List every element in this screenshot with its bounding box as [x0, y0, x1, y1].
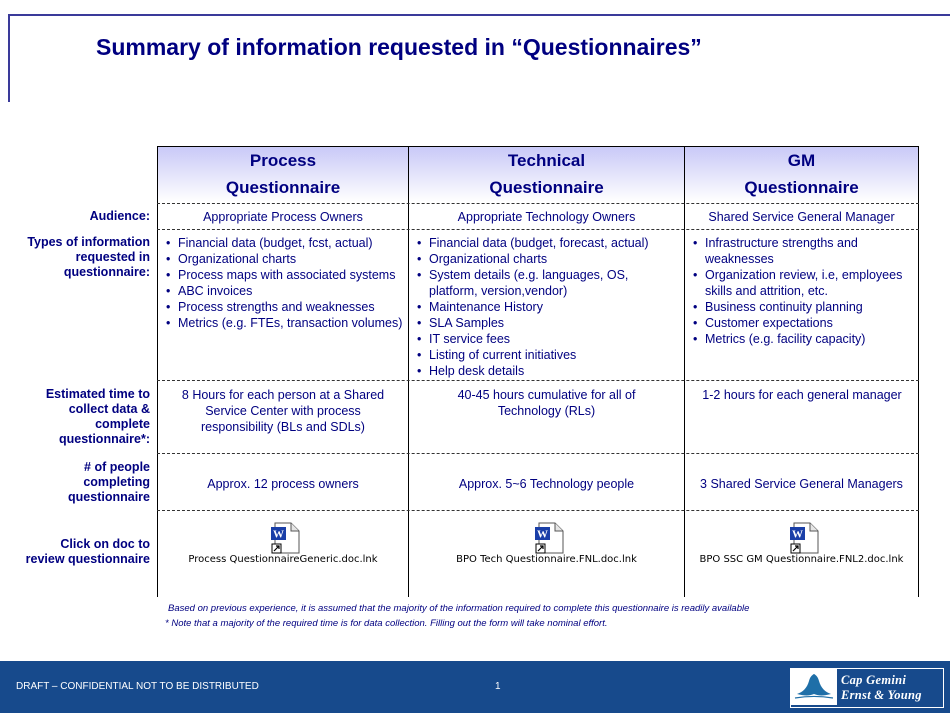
page-title: Summary of information requested in “Questionnaires”: [96, 34, 702, 60]
row-label-time: Estimated time to collect data & complete questionnaire*:: [45, 387, 150, 446]
svg-text:W: W: [791, 528, 803, 541]
bullet-item: • ABC invoices: [166, 283, 404, 299]
logo-text-line1: Cap Gemini: [841, 673, 907, 687]
audience-gm: Shared Service General Manager: [708, 210, 895, 224]
table-top-border: [157, 146, 919, 147]
people-gm: 3 Shared Service General Managers: [700, 477, 903, 491]
time-technical: 40-45 hours cumulative for all of Technology (RLs): [457, 388, 636, 418]
row-label-types: Types of information requested in questionnaire:: [27, 235, 150, 279]
bullet-item: • SLA Samples: [417, 315, 679, 331]
svg-text:W: W: [536, 528, 548, 541]
types-process: [166, 235, 404, 331]
word-doc-icon[interactable]: [533, 522, 561, 552]
column-header-line: Technical: [507, 151, 586, 170]
audience-process: Appropriate Process Owners: [203, 210, 363, 224]
word-doc-icon[interactable]: [269, 522, 297, 552]
bullet-item: • Maintenance History: [417, 299, 679, 315]
frame-left-border: [8, 14, 10, 102]
frame-top-border: [8, 14, 950, 16]
bullet-item: • Financial data (budget, fcst, actual): [166, 235, 404, 251]
people-process: Approx. 12 process owners: [207, 477, 359, 491]
logo-text-line2: Ernst & Young: [841, 688, 922, 702]
column-header-line: GM: [787, 151, 816, 170]
row-label-people: # of people completing questionnaire: [68, 460, 150, 504]
footer-confidential: DRAFT – CONFIDENTIAL NOT TO BE DISTRIBUTED: [16, 681, 259, 692]
word-doc-icon[interactable]: [788, 522, 816, 552]
doc-link-process[interactable]: [158, 522, 408, 565]
page-number: 1: [495, 681, 501, 692]
column-header-line: Questionnaire: [744, 178, 859, 197]
row-divider: [157, 229, 919, 230]
row-divider: [157, 510, 919, 511]
row-divider: [157, 453, 919, 454]
bullet-item: • Customer expectations: [693, 315, 913, 331]
time-gm: 1-2 hours for each general manager: [702, 388, 902, 402]
svg-text:W: W: [273, 528, 284, 541]
row-divider: [157, 203, 919, 204]
types-gm: [693, 235, 913, 347]
bullet-item: • Process maps with associated systems: [166, 267, 404, 283]
bullet-item: • Listing of current initiatives: [417, 347, 679, 363]
table-right-border: [918, 146, 919, 597]
row-label-audience: Audience:: [89, 209, 150, 223]
bullet-item: • IT service fees: [417, 331, 679, 347]
column-header-line: Questionnaire: [489, 178, 604, 197]
row-divider: [157, 380, 919, 381]
bullet-item: • Organizational charts: [417, 251, 679, 267]
company-logo: [790, 668, 944, 708]
doc-link-label[interactable]: BPO Tech Questionnaire.FNL.doc.lnk: [456, 554, 637, 565]
column-header-line: Questionnaire: [225, 178, 341, 197]
doc-link-technical[interactable]: [409, 522, 684, 565]
bullet-item: • Metrics (e.g. facility capacity): [693, 331, 913, 347]
bullet-list: [166, 235, 404, 331]
bullet-list: [693, 235, 913, 347]
bullet-item: • Business continuity planning: [693, 299, 913, 315]
bullet-list: [417, 235, 679, 379]
doc-link-gm[interactable]: [685, 522, 918, 565]
bullet-item: • Organization review, i.e, employees skills and attrition, etc.: [693, 267, 913, 299]
bullet-item: • Process strengths and weaknesses: [166, 299, 404, 315]
bullet-item: • Infrastructure strengths and weaknesses: [693, 235, 913, 267]
bullet-item: • Organizational charts: [166, 251, 404, 267]
column-header-line: Process: [249, 151, 317, 170]
bullet-item: • Help desk details: [417, 363, 679, 379]
column-header-gm: [685, 146, 918, 202]
note-time: * Note that a majority of the required time is for data collection. Filling out the form will take nominal effort.: [165, 618, 608, 629]
column-header-process: [158, 146, 408, 202]
bullet-item: • Financial data (budget, forecast, actual): [417, 235, 679, 251]
bullet-item: • System details (e.g. languages, OS, platform, version,vendor): [417, 267, 679, 299]
audience-technical: Appropriate Technology Owners: [457, 210, 636, 224]
column-header-technical: [409, 146, 684, 202]
spade-icon: [791, 669, 837, 705]
people-technical: Approx. 5~6 Technology people: [458, 477, 635, 491]
row-label-doc: Click on doc to review questionnaire: [25, 537, 150, 566]
bullet-item: • Metrics (e.g. FTEs, transaction volumes): [166, 315, 404, 331]
time-process: 8 Hours for each person at a Shared Service Center with process responsibility (BLs and SDLs): [181, 388, 385, 434]
doc-link-label[interactable]: BPO SSC GM Questionnaire.FNL2.doc.lnk: [699, 554, 904, 565]
doc-link-label[interactable]: Process QuestionnaireGeneric.doc.lnk: [188, 554, 378, 565]
note-assumption: Based on previous experience, it is assumed that the majority of the information required to complete this questionnaire is readily available: [168, 603, 750, 614]
types-technical: [417, 235, 679, 379]
